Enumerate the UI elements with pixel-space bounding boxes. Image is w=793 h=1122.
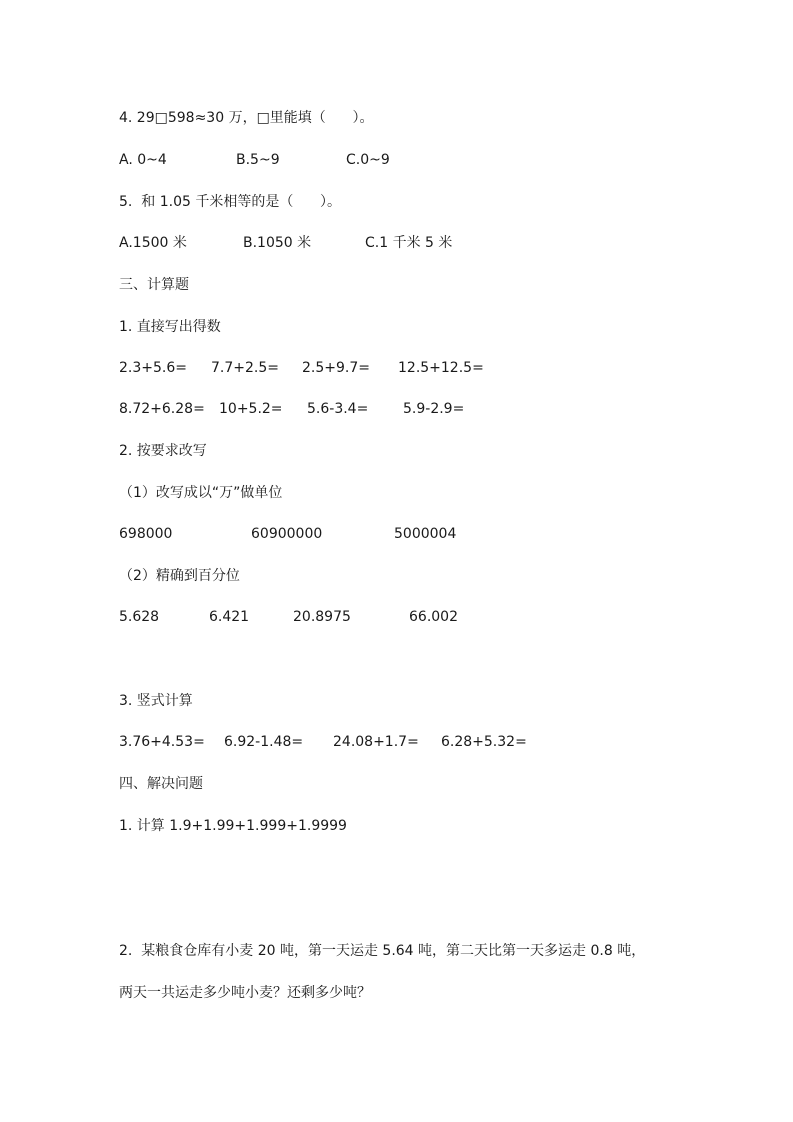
- calc-item: 2.5+9.7=: [302, 360, 370, 376]
- calc-item: 12.5+12.5=: [398, 360, 484, 376]
- s3-p3-title: 3. 竖式计算: [119, 693, 193, 709]
- section3-heading: 三、计算题: [119, 277, 189, 293]
- round-value: 6.421: [209, 609, 250, 625]
- s3-p2-title: 2. 按要求改写: [119, 443, 207, 459]
- section4-heading: 四、解决问题: [119, 776, 203, 792]
- vertical-calc-item: 6.28+5.32=: [441, 734, 527, 750]
- calc-item: 7.7+2.5=: [211, 360, 279, 376]
- calc-item: 8.72+6.28=: [119, 401, 205, 417]
- q5-stem: 5. 和 1.05 千米相等的是（ ）。: [119, 194, 342, 210]
- round-value: 20.8975: [293, 609, 351, 625]
- rewrite-value: 698000: [119, 526, 173, 542]
- s3-p2-sub2: （2）精确到百分位: [119, 568, 240, 584]
- q4-stem: 4. 29□598≈30 万，□里能填（ ）。: [119, 110, 374, 126]
- calc-item: 5.6-3.4=: [307, 401, 369, 417]
- calc-item: 10+5.2=: [219, 401, 283, 417]
- s3-p2-sub1: （1）改写成以“万”做单位: [119, 485, 283, 501]
- s4-problem-1: 1. 计算 1.9+1.99+1.999+1.9999: [119, 818, 347, 834]
- round-value: 5.628: [119, 609, 160, 625]
- q4-option-b: B.5~9: [236, 152, 280, 168]
- calc-item: 5.9-2.9=: [403, 401, 465, 417]
- rewrite-value: 60900000: [251, 526, 323, 542]
- q5-option-b: B.1050 米: [243, 235, 312, 251]
- s4-problem-2-line2: 两天一共运走多少吨小麦？还剩多少吨？: [119, 985, 371, 1001]
- q4-option-c: C.0~9: [346, 152, 390, 168]
- s4-problem-2-line1: 2. 某粮食仓库有小麦 20 吨，第一天运走 5.64 吨，第二天比第一天多运走 0.8 吨，: [119, 943, 646, 959]
- q4-option-a: A. 0~4: [119, 152, 167, 168]
- vertical-calc-item: 24.08+1.7=: [333, 734, 419, 750]
- s3-p1-title: 1. 直接写出得数: [119, 319, 221, 335]
- q5-option-a: A.1500 米: [119, 235, 187, 251]
- round-value: 66.002: [409, 609, 458, 625]
- q5-option-c: C.1 千米 5 米: [365, 235, 453, 251]
- calc-item: 2.3+5.6=: [119, 360, 187, 376]
- vertical-calc-item: 3.76+4.53=: [119, 734, 205, 750]
- rewrite-value: 5000004: [394, 526, 457, 542]
- vertical-calc-item: 6.92-1.48=: [224, 734, 304, 750]
